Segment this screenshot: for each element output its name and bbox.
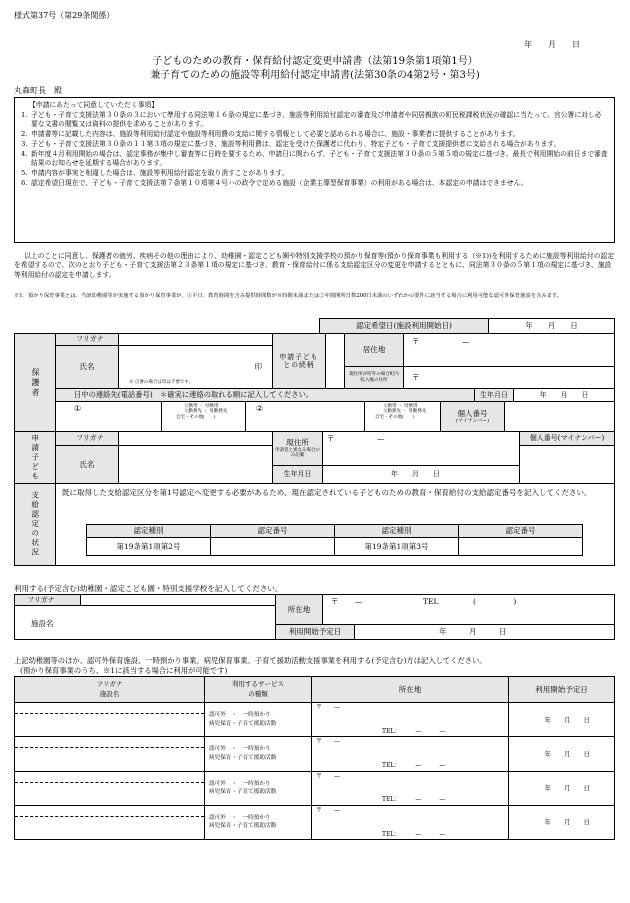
address-cell[interactable]: 〒 — TEL： — — xyxy=(312,703,509,737)
facility-name-label: 施設名 xyxy=(31,619,54,628)
form-number: 様式第37号（第29条関係） xyxy=(14,11,115,20)
child-my-number-label: 個人番号(マイナンバー) xyxy=(519,431,615,446)
child-label-cell xyxy=(14,431,56,484)
start-date-cell[interactable]: 年 月 日 xyxy=(509,805,615,839)
postal-mark: 〒 xyxy=(327,434,335,443)
facility-name-field[interactable] xyxy=(14,605,276,640)
other-intro-1: 上記幼稚園等のほか、認可外保育施設、一時預かり事業、病児保育事業、子育て援助活動支援事業を利用する(予定含む)方は記入してください。 xyxy=(14,656,487,665)
current-address-label-cell xyxy=(272,431,323,466)
child-name-label: 氏名 xyxy=(55,445,119,484)
guardian-name-label: 氏名 xyxy=(55,345,119,389)
current-address-note: 申請者と異なる場合のみ記載 xyxy=(275,447,320,459)
notice-item: 3. 子ども・子育て支援法第３０条の１１第３項の規定に基づき、施設等利用費は、認定を受けた保護者に代わり、特定子ども・子育て支援提供者に支給される場合があります。 xyxy=(21,139,561,148)
my-number-label-cell xyxy=(440,401,505,432)
contact-2-options[interactable]: 父携帯 ・ 母携帯 父勤務先 ・ 母勤務先 自宅・その他( ) xyxy=(364,401,441,432)
col-start-header: 利用開始予定日 xyxy=(509,677,615,703)
col-facility-header: フリガナ 施設名 xyxy=(15,677,205,703)
postal-mark: 〒 xyxy=(412,337,420,346)
child-address-field[interactable] xyxy=(322,431,520,466)
cert-type-header-2: 認定種別 xyxy=(335,525,459,538)
status-label-cell xyxy=(14,483,56,566)
guardian-birth-field[interactable]: 年 月 日 xyxy=(513,388,615,402)
service-type-cell[interactable]: 認可外 ・ 一時預かり 病児保育・子育て援助活動 xyxy=(205,771,312,805)
my-number-label: 個人番号 xyxy=(457,408,488,418)
child-furigana-field[interactable] xyxy=(118,431,273,446)
start-date-cell[interactable]: 年 月 日 xyxy=(509,737,615,771)
table-row xyxy=(15,737,615,771)
start-date-cell[interactable]: 年 月 日 xyxy=(509,703,615,737)
table-row xyxy=(15,771,615,805)
address-cell[interactable]: 〒 — TEL： — — xyxy=(312,771,509,805)
service-type-cell[interactable]: 認可外 ・ 一時預かり 病児保育・子育て援助活動 xyxy=(205,805,312,839)
footnote-1: ※1．預かり保育事業とは、当該幼稚園等が実施する預かり保育事業が、①平日、教育時間を含み提供時間数が８時間未満または②年間開所日数200日未満のいずれかの要件に該当する場合に利用可能な認可外保育施設を含みます。 xyxy=(14,293,563,299)
address-cell[interactable]: 〒 — TEL： — — xyxy=(312,737,509,771)
application-date: 年 月 日 xyxy=(524,40,580,49)
cert-table xyxy=(86,524,583,556)
table-row xyxy=(15,805,615,839)
cert-number-field-2[interactable] xyxy=(459,538,583,556)
service-type-cell[interactable]: 認可外 ・ 一時預かり 病児保育・子育て援助活動 xyxy=(205,703,312,737)
facility-name-cell[interactable] xyxy=(15,737,205,771)
application-form xyxy=(14,318,615,566)
title-line-2: 兼子育てのための施設等利用給付認定申請書(法第30条の4第2号・第3号) xyxy=(150,70,480,81)
guardian-furigana-label: フリガナ xyxy=(55,333,119,346)
contact-1-field[interactable] xyxy=(55,401,162,432)
desired-date-field[interactable]: 年 月 日 xyxy=(488,318,615,334)
title-line-1: 子どものための教育・保育給付認定変更申請書（法第19条第1項第1号） xyxy=(152,56,478,67)
postal-mark: 〒 xyxy=(412,373,420,382)
postal-mark: 〒 xyxy=(331,597,339,606)
notice-heading: 【申請にあたって同意していただく事項】 xyxy=(29,101,159,109)
address-label: 居住地 xyxy=(344,333,404,367)
cert-number-header-2: 認定番号 xyxy=(459,525,583,538)
col-service-header: 利用するサービス の種類 xyxy=(205,677,312,703)
status-text: 既に取得した支給認定区分を第1号認定へ変更する必要があるため、現在認定されている子どものための教育・保育給付の支給認定番号を記入してください。 xyxy=(62,488,592,497)
guardian-label: 保護者 xyxy=(31,367,40,398)
facility-name-cell[interactable] xyxy=(15,703,205,737)
cert-type-value-1: 第19条第1項第2号 xyxy=(87,538,211,556)
facility-table xyxy=(14,594,615,640)
service-type-cell[interactable]: 認可外 ・ 一時預かり 病児保育・子育て援助活動 xyxy=(205,737,312,771)
desired-date-label: 認定希望日(施設利用開始日) xyxy=(319,318,489,334)
start-date-cell[interactable]: 年 月 日 xyxy=(509,771,615,805)
facility-furigana-label: フリガナ xyxy=(14,594,81,606)
notice-item: 5. 申請内容が事実と相違した場合は、施設等利用給付認定を取り消すことがあります。 xyxy=(21,168,289,177)
table-row xyxy=(15,703,615,737)
child-label: 申請子ども xyxy=(30,433,40,482)
status-box xyxy=(55,483,615,566)
cert-number-field-1[interactable] xyxy=(211,538,335,556)
child-birth-field[interactable]: 年 月 日 xyxy=(322,465,520,484)
addressee: 丸森町長 殿 xyxy=(14,86,62,95)
notice-item: 2. 申請書等に記載した内容は、施設等利用給付認定や施設等利用費の支給に関する情報として必要と認められる場合に、施設・事業者に提供することがあります。 xyxy=(21,129,520,138)
other-intro-2: (預かり保育事業のうち、※1に該当する場合に利用が可能です) xyxy=(20,666,228,675)
moved-in-field[interactable] xyxy=(403,366,615,389)
contact-2-field[interactable] xyxy=(245,401,365,432)
guardian-my-number-field[interactable] xyxy=(504,401,615,432)
child-name-field[interactable] xyxy=(118,445,273,484)
circle-two: ② xyxy=(256,404,264,413)
guardian-label-cell xyxy=(14,333,56,432)
relation-field[interactable] xyxy=(325,333,345,389)
facility-tel-paren: ( ) xyxy=(473,597,517,606)
current-address-label: 現住所 xyxy=(286,438,309,448)
child-birth-label: 生年月日 xyxy=(272,465,323,484)
consent-paragraph: 以上のことに同意し、保護者の就労、疾病その他の理由により、幼稚園・認定こども園や特別支援学校の預かり保育等(預かり保育事業も利用する（※1))を利用するために施設等利用給付の認定を希望するので、次のとおり子ども・子育て支援法第２３条第１項の規定に基づき、教育・保育給付に係る支給認定区分の変更を申請するとともに、同法第３０条の５第１項の規定に基づき、施設等利用給付の認定を申請します。 xyxy=(14,252,615,279)
facility-address-label: 所在地 xyxy=(275,594,323,625)
other-services-table xyxy=(14,676,615,840)
contact-label: 日中の連絡先(電話番号) ＊確実に連絡の取れる順に記入してください。 xyxy=(55,388,475,402)
cert-number-header-1: 認定番号 xyxy=(211,525,335,538)
facility-name-cell[interactable] xyxy=(15,771,205,805)
notice-item: 1. 子ども・子育て支援法第３０条の３において準用する同法第１６条の規定に基づき、施設等利用給付認定の審査及び申請者や同居親族の町民税課税状況の確認に当たって、官公署に対し必要な文書の閲覧又は資料の提供を求めることがあります。 xyxy=(21,110,602,128)
notice-list xyxy=(21,111,608,188)
seal-mark: 印 xyxy=(254,362,262,371)
postal-dash: — xyxy=(355,597,363,606)
consent-notice-box xyxy=(14,97,615,243)
circle-one: ① xyxy=(74,404,82,413)
status-label: 支給認定の状況 xyxy=(30,491,40,558)
notice-item: 6. 認定希望日現在で、子ども・子育て支援法第７条第１０項第４号ハの政令で定める施設（企業主導型保育事業）の利用がある場合は、本認定の申請はできません。 xyxy=(21,178,528,187)
facility-intro: 利用する(予定含む)幼稚園・認定こども園・特別支援学校を記入してください。 xyxy=(14,584,283,593)
address-cell[interactable]: 〒 — TEL： — — xyxy=(312,805,509,839)
postal-dash: — xyxy=(377,434,385,443)
contact-1-options[interactable]: 父携帯 ・ 母携帯 父勤務先 ・ 母勤務先 自宅・その他( ) xyxy=(161,401,246,432)
cert-type-header-1: 認定種別 xyxy=(87,525,211,538)
postal-dash: — xyxy=(462,337,470,346)
moved-in-label: 現住所が町外の場合町内転入後の住所 xyxy=(344,366,404,389)
child-furigana-label: フリガナ xyxy=(55,431,119,446)
seal-note: ※ 自署の場合は印は不要です。 xyxy=(129,379,194,385)
col-address-header: 所在地 xyxy=(312,677,509,703)
facility-address-field[interactable] xyxy=(322,594,615,625)
facility-tel-label: TEL xyxy=(423,597,439,606)
guardian-name-field[interactable] xyxy=(118,345,273,389)
facility-name-cell[interactable] xyxy=(15,805,205,839)
notice-item: 4. 新年度４月利用開始の場合は、認定事務が集中し審査等に日時を要するため、申請日に関わらず、子ども・子育て支援法第３０条の５第５項の規定に基づき、最長で利用開始の前日まで審査結果のお知らせを延期する場合があります。 xyxy=(21,149,608,167)
address-field[interactable] xyxy=(403,333,615,367)
relation-label: 申請子どもとの続柄 xyxy=(272,333,326,389)
facility-start-label: 利用開始予定日 xyxy=(275,624,355,640)
my-number-sub: (マイナンバー) xyxy=(455,418,490,425)
cert-type-value-2: 第19条第1項第3号 xyxy=(335,538,459,556)
child-my-number-field[interactable] xyxy=(519,445,615,484)
facility-start-field[interactable]: 年 月 日 xyxy=(354,624,615,640)
guardian-birth-label: 生年月日 xyxy=(474,388,514,402)
